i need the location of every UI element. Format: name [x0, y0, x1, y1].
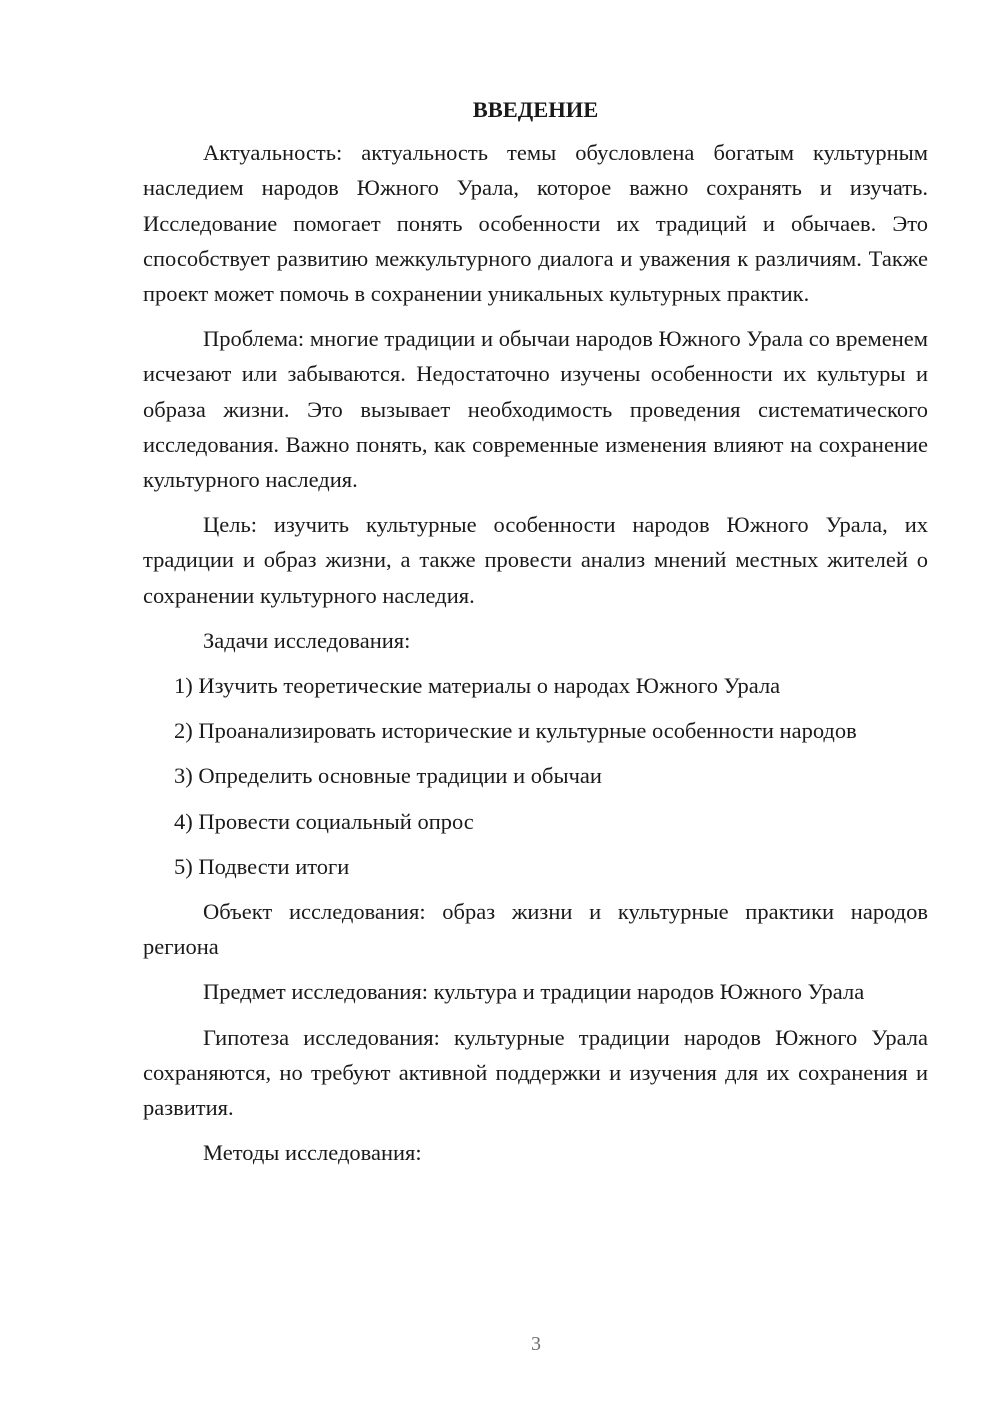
paragraph-problem: Проблема: многие традиции и обычаи народов Южного Урала со временем исчезают или забываются. Недостаточно изучены особенности их культуры и образа жизни. Это вызывает необходимость проведения систематического исследования. Важно понять, как современные изменения влияют на сохранение культурного наследия. — [143, 326, 928, 493]
section-heading: ВВЕДЕНИЕ — [472, 97, 599, 122]
task-item-2: 2) Проанализировать исторические и культурные особенности народов — [174, 718, 857, 744]
task-item-1: 1) Изучить теоретические материалы о народах Южного Урала — [174, 673, 781, 699]
paragraph-object: Объект исследования: образ жизни и культурные практики народов региона — [143, 899, 928, 960]
page-content — [143, 92, 928, 1180]
paragraph-tasks-heading: Задачи исследования: — [203, 627, 411, 653]
paragraph-relevance: Актуальность: актуальность темы обусловлена богатым культурным наследием народов Южного Урала, которое важно сохранять и изучать. Исследование помогает понять особенности их традиций и обычаев. Это способствует развитию межкультурного диалога и уважения к различиям. Также проект может помочь в сохранении уникальных культурных практик. — [143, 140, 928, 307]
page-number: 3 — [531, 1333, 541, 1355]
paragraph-goal: Цель: изучить культурные особенности народов Южного Урала, их традиции и образ жизни, а также провести анализ мнений местных жителей о сохранении культурного наследия. — [143, 512, 928, 608]
paragraph-subject: Предмет исследования: культура и традиции народов Южного Урала — [203, 979, 865, 1005]
paragraph-methods: Методы исследования: — [203, 1140, 422, 1166]
task-item-4: 4) Провести социальный опрос — [174, 808, 474, 834]
task-item-3: 3) Определить основные традиции и обычаи — [174, 763, 602, 789]
paragraph-hypothesis: Гипотеза исследования: культурные традиции народов Южного Урала сохраняются, но требуют активной поддержки и изучения для их сохранения и развития. — [143, 1024, 928, 1121]
task-item-5: 5) Подвести итоги — [174, 853, 350, 879]
